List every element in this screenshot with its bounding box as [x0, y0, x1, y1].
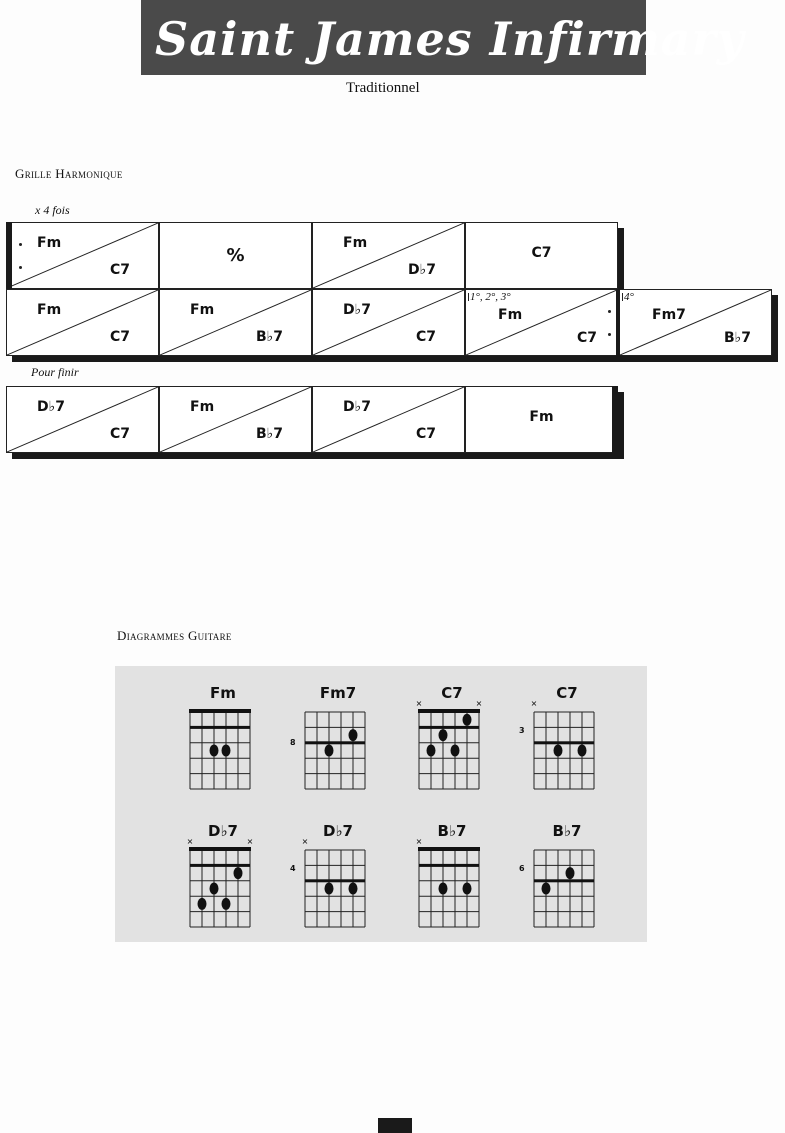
fret-number: 8 — [290, 738, 296, 748]
ending-bracket-line — [622, 293, 623, 301]
repeat-dot — [19, 243, 22, 246]
barre-bar — [534, 879, 594, 882]
chord-cell — [312, 386, 465, 453]
muted-string-mark: × — [415, 699, 423, 708]
chord-diagram — [182, 837, 262, 942]
cell-diagonal — [160, 290, 311, 355]
chord-bottom: C7 — [109, 262, 130, 278]
chord-diagrams-panel — [115, 666, 647, 942]
ending-note: Pour finir — [31, 365, 79, 379]
chord-bottom: C7 — [109, 329, 130, 345]
chord-top: Fm — [498, 307, 523, 323]
chord-bottom: D♭7 — [408, 262, 436, 278]
ending-bracket: 1°, 2°, 3° — [470, 291, 511, 303]
chord-diagram-name: Fm7 — [319, 684, 357, 702]
repeat-dot — [608, 310, 611, 313]
chord-diagram — [297, 837, 377, 942]
chord-cell — [465, 222, 618, 289]
chord-cell — [619, 289, 772, 356]
finger-dot — [210, 883, 219, 895]
grid-shadow — [12, 453, 624, 459]
chord-cell — [312, 289, 465, 356]
fretboard — [189, 709, 251, 789]
barre-bar — [190, 726, 250, 729]
chord-bottom: C7 — [576, 330, 597, 346]
repeat-dot — [608, 333, 611, 336]
diagrams-heading: Diagrammes Guitare — [117, 628, 232, 643]
finger-dot — [222, 898, 231, 910]
chord-bottom: B♭7 — [255, 426, 283, 442]
finger-dot — [542, 883, 551, 895]
fretboard — [416, 837, 480, 927]
nut — [418, 709, 480, 713]
chord-cell — [159, 222, 312, 289]
chord-cell — [6, 222, 159, 289]
cell-diagonal — [7, 290, 158, 355]
finger-dot — [325, 745, 334, 757]
fret-number: 4 — [290, 863, 296, 873]
chord-cell — [312, 222, 465, 289]
fretboard — [531, 699, 594, 789]
finger-dot — [427, 745, 436, 757]
barre-bar — [190, 864, 250, 867]
fretboard — [416, 699, 483, 789]
barre-bar — [305, 879, 365, 882]
barre-bar — [534, 741, 594, 744]
grid-shadow — [618, 228, 624, 295]
repeat-bar-symbol: % — [226, 244, 245, 266]
muted-string-mark: × — [246, 837, 254, 846]
fretboard — [305, 712, 365, 789]
chord-cell — [159, 289, 312, 356]
ending-bracket: 4° — [624, 291, 634, 303]
finger-dot — [222, 745, 231, 757]
chord-diagram — [182, 704, 262, 804]
muted-string-mark: × — [186, 837, 194, 846]
finger-dot — [566, 867, 575, 879]
chord-diagram-name: D♭7 — [323, 822, 353, 840]
fret-number: 6 — [519, 863, 525, 873]
cell-diagonal — [313, 223, 464, 288]
chord-diagram-name: D♭7 — [208, 822, 238, 840]
final-bar — [612, 386, 618, 453]
cell-diagonal — [313, 290, 464, 355]
chord-top: D♭7 — [343, 302, 371, 318]
muted-string-mark: × — [415, 837, 423, 846]
finger-dot — [439, 729, 448, 741]
chord-cell — [6, 386, 159, 453]
repeat-start-bar — [6, 222, 12, 289]
finger-dot — [210, 745, 219, 757]
finger-dot — [234, 867, 243, 879]
finger-dot — [198, 898, 207, 910]
cell-diagonal — [313, 387, 464, 452]
grille-heading: Grille Harmonique — [15, 166, 123, 181]
chord-diagram — [526, 842, 606, 942]
chord-diagram-name: C7 — [556, 684, 578, 702]
chord-top: Fm7 — [652, 307, 686, 323]
chord-diagram — [411, 699, 491, 804]
chord-diagram-name: B♭7 — [437, 822, 467, 840]
repeat-dot — [19, 266, 22, 269]
repeat-note: x 4 fois — [35, 203, 70, 217]
chord-top: Fm — [343, 235, 368, 251]
page-number-tab — [378, 1118, 412, 1133]
finger-dot — [451, 745, 460, 757]
barre-bar — [419, 726, 479, 729]
muted-string-mark: × — [530, 699, 538, 708]
chord-bottom: C7 — [109, 426, 130, 442]
chord-bottom: B♭7 — [723, 330, 751, 346]
finger-dot — [554, 745, 563, 757]
cell-diagonal — [160, 387, 311, 452]
chord-diagram — [411, 837, 491, 942]
grid-shadow — [772, 295, 778, 362]
chord-diagram-name: B♭7 — [552, 822, 582, 840]
finger-dot — [578, 745, 587, 757]
chord-top: Fm — [37, 235, 62, 251]
nut — [189, 847, 251, 851]
fretboard — [534, 850, 594, 927]
finger-dot — [463, 883, 472, 895]
muted-string-mark: × — [475, 699, 483, 708]
chord-top: D♭7 — [37, 399, 65, 415]
barre-bar — [305, 741, 365, 744]
nut — [189, 709, 251, 713]
chord-cell — [465, 386, 618, 453]
finger-dot — [325, 883, 334, 895]
chord-diagram — [297, 704, 377, 804]
chord-bottom: C7 — [415, 329, 436, 345]
chord-bottom: C7 — [415, 426, 436, 442]
chord-top: Fm — [190, 302, 215, 318]
ending-bracket-line — [468, 293, 469, 301]
finger-dot — [463, 714, 472, 726]
chord-diagram-name: Fm — [210, 684, 236, 702]
fret-number: 3 — [519, 725, 525, 735]
finger-dot — [439, 883, 448, 895]
chord-diagram-name: C7 — [441, 684, 463, 702]
chord-diagram — [526, 699, 606, 804]
cell-diagonal — [7, 223, 158, 288]
fretboard — [302, 837, 365, 927]
chord-cell — [6, 289, 159, 356]
chord-center: C7 — [531, 244, 552, 261]
chord-cell — [159, 386, 312, 453]
song-title: Saint James Infirmary — [155, 12, 745, 66]
repeat-start-bar — [616, 289, 620, 356]
chord-top: Fm — [37, 302, 62, 318]
fretboard — [187, 837, 254, 927]
grid-shadow — [618, 392, 624, 459]
chord-cell — [465, 289, 618, 356]
grid-shadow — [12, 356, 626, 362]
nut — [418, 847, 480, 851]
muted-string-mark: × — [301, 837, 309, 846]
finger-dot — [349, 883, 358, 895]
chord-top: D♭7 — [343, 399, 371, 415]
cell-diagonal — [7, 387, 158, 452]
composer: Traditionnel — [346, 80, 420, 96]
chord-center: Fm — [529, 408, 554, 425]
title-banner — [141, 0, 745, 75]
finger-dot — [349, 729, 358, 741]
chord-bottom: B♭7 — [255, 329, 283, 345]
grid-shadow — [625, 356, 778, 362]
barre-bar — [419, 864, 479, 867]
chord-top: Fm — [190, 399, 215, 415]
